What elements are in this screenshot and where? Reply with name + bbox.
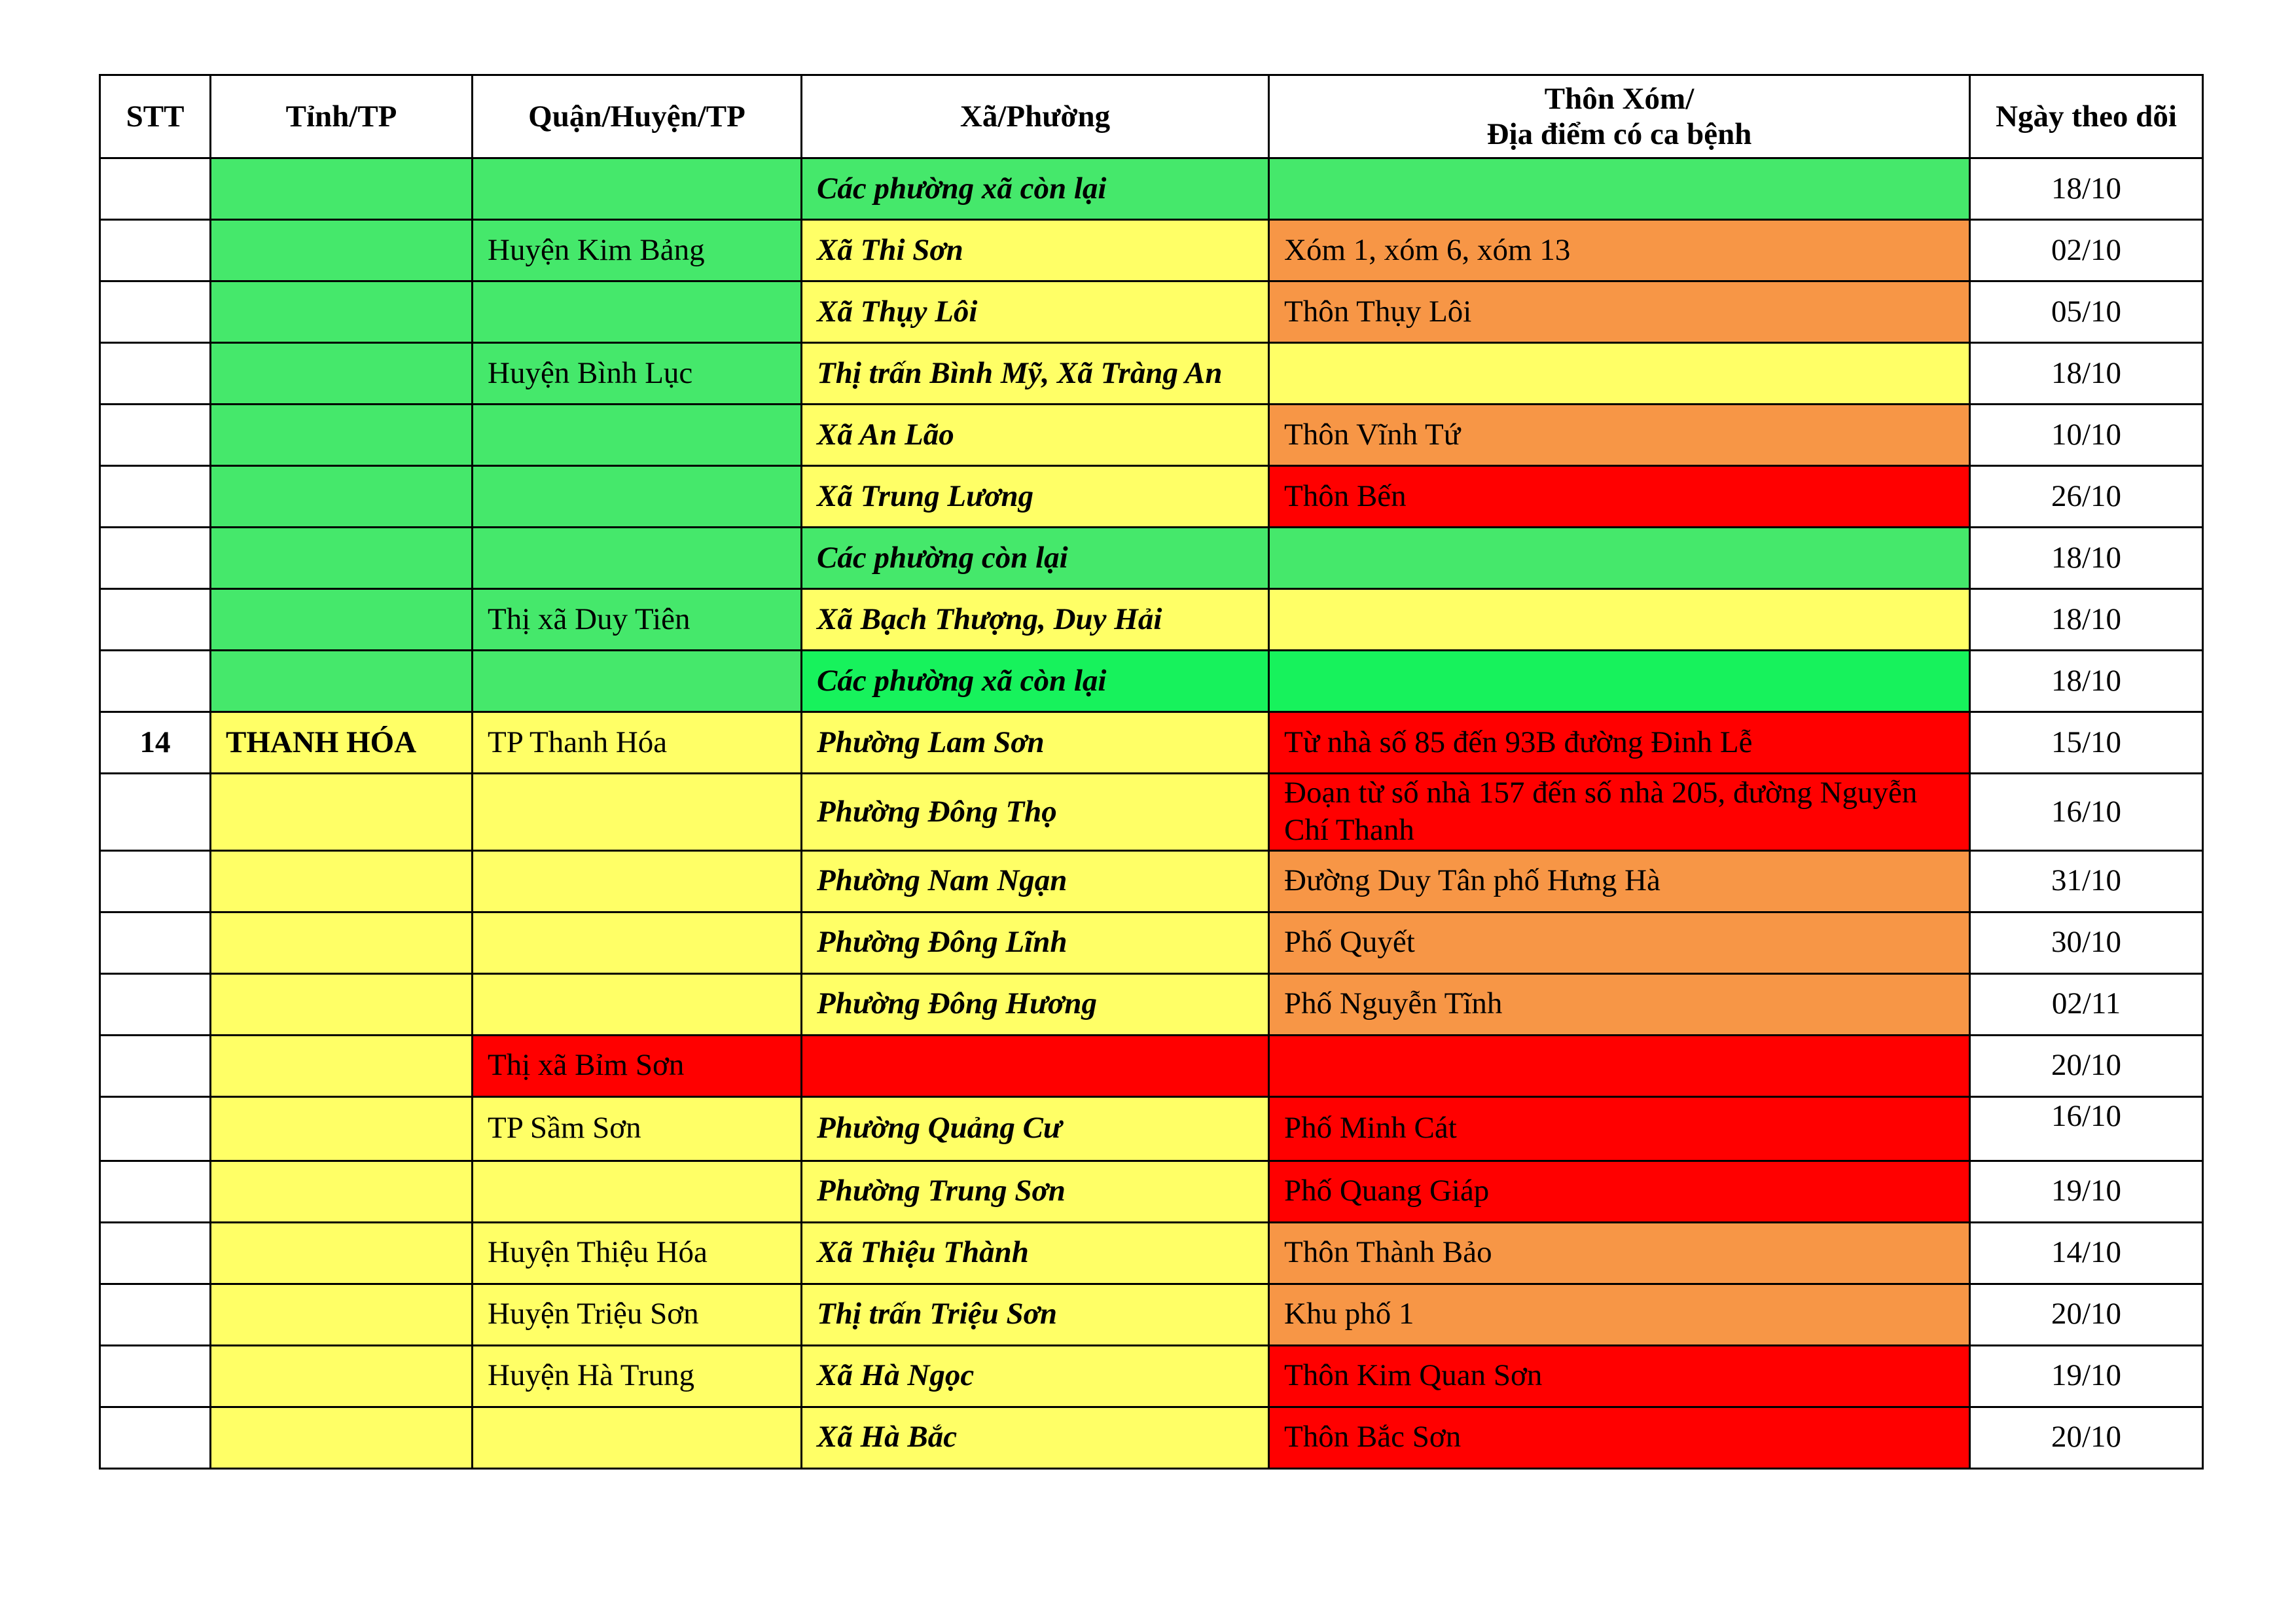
ward-cell: Xã Hà Bắc xyxy=(802,1407,1269,1468)
province-cell xyxy=(211,405,473,466)
ward-cell: Xã Thiệu Thành xyxy=(802,1222,1269,1284)
district-cell: Thị xã Duy Tiên xyxy=(473,589,802,651)
location-cell: Từ nhà số 85 đến 93B đường Đinh Lễ xyxy=(1269,712,1970,774)
stt-cell xyxy=(100,466,211,528)
table-row xyxy=(100,220,2203,281)
province-cell xyxy=(211,281,473,343)
stt-cell xyxy=(100,1161,211,1222)
stt-cell xyxy=(100,850,211,912)
stt-cell xyxy=(100,1345,211,1407)
province-cell xyxy=(211,973,473,1035)
table-row xyxy=(100,912,2203,973)
province-cell xyxy=(211,1407,473,1468)
table-row xyxy=(100,1222,2203,1284)
table-row xyxy=(100,1284,2203,1345)
stt-cell xyxy=(100,528,211,589)
header-date: Ngày theo dõi xyxy=(1970,75,2203,158)
location-cell xyxy=(1269,1035,1970,1096)
district-cell xyxy=(473,1161,802,1222)
province-cell xyxy=(211,1096,473,1161)
ward-cell: Xã Trung Lương xyxy=(802,466,1269,528)
table-row xyxy=(100,1407,2203,1468)
district-cell xyxy=(473,651,802,712)
date-cell: 18/10 xyxy=(1970,158,2203,220)
stt-cell xyxy=(100,651,211,712)
table-row xyxy=(100,1161,2203,1222)
location-cell xyxy=(1269,343,1970,405)
location-cell: Phố Minh Cát xyxy=(1269,1096,1970,1161)
ward-cell: Các phường xã còn lại xyxy=(802,651,1269,712)
header-location-line2: Địa điểm có ca bệnh xyxy=(1486,117,1752,151)
location-cell: Thôn Thành Bảo xyxy=(1269,1222,1970,1284)
location-cell xyxy=(1269,589,1970,651)
date-cell: 30/10 xyxy=(1970,912,2203,973)
header-row xyxy=(100,75,2203,158)
ward-cell: Phường Đông Thọ xyxy=(802,774,1269,851)
stt-cell xyxy=(100,1407,211,1468)
district-cell xyxy=(473,158,802,220)
header-stt: STT xyxy=(100,75,211,158)
outbreak-table xyxy=(99,74,2204,1470)
stt-cell xyxy=(100,343,211,405)
location-cell: Phố Quang Giáp xyxy=(1269,1161,1970,1222)
stt-cell xyxy=(100,774,211,851)
ward-cell: Phường Quảng Cư xyxy=(802,1096,1269,1161)
table-row xyxy=(100,651,2203,712)
location-cell: Thôn Kim Quan Sơn xyxy=(1269,1345,1970,1407)
province-cell xyxy=(211,1345,473,1407)
ward-cell xyxy=(802,1035,1269,1096)
district-cell xyxy=(473,281,802,343)
district-cell: Huyện Hà Trung xyxy=(473,1345,802,1407)
district-cell: Thị xã Bỉm Sơn xyxy=(473,1035,802,1096)
ward-cell: Phường Đông Lĩnh xyxy=(802,912,1269,973)
table-row xyxy=(100,343,2203,405)
table-row xyxy=(100,528,2203,589)
date-cell: 18/10 xyxy=(1970,528,2203,589)
stt-cell xyxy=(100,220,211,281)
ward-cell: Phường Đông Hương xyxy=(802,973,1269,1035)
date-cell: 15/10 xyxy=(1970,712,2203,774)
province-cell xyxy=(211,651,473,712)
ward-cell: Xã Thi Sơn xyxy=(802,220,1269,281)
table-row xyxy=(100,589,2203,651)
header-location xyxy=(1269,75,1970,158)
header-district: Quận/Huyện/TP xyxy=(473,75,802,158)
location-cell xyxy=(1269,158,1970,220)
district-cell: Huyện Thiệu Hóa xyxy=(473,1222,802,1284)
ward-cell: Xã An Lão xyxy=(802,405,1269,466)
district-cell: Huyện Kim Bảng xyxy=(473,220,802,281)
district-cell xyxy=(473,774,802,851)
stt-cell xyxy=(100,1222,211,1284)
date-cell: 10/10 xyxy=(1970,405,2203,466)
location-cell: Thôn Bến xyxy=(1269,466,1970,528)
date-cell: 02/10 xyxy=(1970,220,2203,281)
header-location-line1: Thôn Xóm/ xyxy=(1544,81,1695,116)
district-cell xyxy=(473,466,802,528)
header-province: Tỉnh/TP xyxy=(211,75,473,158)
stt-cell xyxy=(100,1096,211,1161)
date-cell: 18/10 xyxy=(1970,343,2203,405)
ward-cell: Xã Bạch Thượng, Duy Hải xyxy=(802,589,1269,651)
location-cell: Phố Nguyễn Tĩnh xyxy=(1269,973,1970,1035)
province-cell xyxy=(211,912,473,973)
stt-cell: 14 xyxy=(100,712,211,774)
district-cell xyxy=(473,1407,802,1468)
date-cell: 18/10 xyxy=(1970,651,2203,712)
district-cell xyxy=(473,405,802,466)
header-ward: Xã/Phường xyxy=(802,75,1269,158)
table-row xyxy=(100,712,2203,774)
stt-cell xyxy=(100,589,211,651)
location-cell xyxy=(1269,651,1970,712)
province-cell xyxy=(211,774,473,851)
stt-cell xyxy=(100,973,211,1035)
date-cell: 16/10 xyxy=(1970,1096,2203,1161)
province-cell xyxy=(211,1284,473,1345)
district-cell xyxy=(473,912,802,973)
ward-cell: Các phường xã còn lại xyxy=(802,158,1269,220)
province-cell xyxy=(211,850,473,912)
location-cell: Xóm 1, xóm 6, xóm 13 xyxy=(1269,220,1970,281)
date-cell: 14/10 xyxy=(1970,1222,2203,1284)
province-cell xyxy=(211,466,473,528)
date-cell: 20/10 xyxy=(1970,1284,2203,1345)
stt-cell xyxy=(100,1035,211,1096)
ward-cell: Xã Thụy Lôi xyxy=(802,281,1269,343)
district-cell: TP Sầm Sơn xyxy=(473,1096,802,1161)
stt-cell xyxy=(100,405,211,466)
table-row xyxy=(100,1035,2203,1096)
date-cell: 05/10 xyxy=(1970,281,2203,343)
table-row xyxy=(100,774,2203,851)
location-cell: Đoạn từ số nhà 157 đến số nhà 205, đường Nguyễn Chí Thanh xyxy=(1269,774,1970,851)
date-cell: 16/10 xyxy=(1970,774,2203,851)
district-cell: Huyện Bình Lục xyxy=(473,343,802,405)
province-cell xyxy=(211,1222,473,1284)
ward-cell: Thị trấn Triệu Sơn xyxy=(802,1284,1269,1345)
stt-cell xyxy=(100,281,211,343)
location-cell: Phố Quyết xyxy=(1269,912,1970,973)
ward-cell: Các phường còn lại xyxy=(802,528,1269,589)
table-row xyxy=(100,158,2203,220)
stt-cell xyxy=(100,158,211,220)
district-cell: Huyện Triệu Sơn xyxy=(473,1284,802,1345)
date-cell: 31/10 xyxy=(1970,850,2203,912)
district-cell xyxy=(473,973,802,1035)
table-row xyxy=(100,973,2203,1035)
date-cell: 26/10 xyxy=(1970,466,2203,528)
ward-cell: Phường Trung Sơn xyxy=(802,1161,1269,1222)
location-cell: Khu phố 1 xyxy=(1269,1284,1970,1345)
location-cell: Thôn Bắc Sơn xyxy=(1269,1407,1970,1468)
stt-cell xyxy=(100,1284,211,1345)
location-cell: Đường Duy Tân phố Hưng Hà xyxy=(1269,850,1970,912)
district-cell xyxy=(473,528,802,589)
province-cell xyxy=(211,589,473,651)
date-cell: 20/10 xyxy=(1970,1035,2203,1096)
date-cell: 19/10 xyxy=(1970,1161,2203,1222)
table-row xyxy=(100,850,2203,912)
location-cell: Thôn Vĩnh Tứ xyxy=(1269,405,1970,466)
date-cell: 19/10 xyxy=(1970,1345,2203,1407)
table-row xyxy=(100,405,2203,466)
province-cell xyxy=(211,343,473,405)
ward-cell: Phường Lam Sơn xyxy=(802,712,1269,774)
ward-cell: Phường Nam Ngạn xyxy=(802,850,1269,912)
district-cell xyxy=(473,850,802,912)
location-cell: Thôn Thụy Lôi xyxy=(1269,281,1970,343)
province-cell xyxy=(211,158,473,220)
province-cell: THANH HÓA xyxy=(211,712,473,774)
ward-cell: Thị trấn Bình Mỹ, Xã Tràng An xyxy=(802,343,1269,405)
date-cell: 18/10 xyxy=(1970,589,2203,651)
table-row xyxy=(100,466,2203,528)
location-cell xyxy=(1269,528,1970,589)
date-cell: 02/11 xyxy=(1970,973,2203,1035)
district-cell: TP Thanh Hóa xyxy=(473,712,802,774)
province-cell xyxy=(211,1161,473,1222)
province-cell xyxy=(211,1035,473,1096)
table-row xyxy=(100,281,2203,343)
table-row xyxy=(100,1345,2203,1407)
province-cell xyxy=(211,528,473,589)
table-row xyxy=(100,1096,2203,1161)
date-cell: 20/10 xyxy=(1970,1407,2203,1468)
ward-cell: Xã Hà Ngọc xyxy=(802,1345,1269,1407)
stt-cell xyxy=(100,912,211,973)
province-cell xyxy=(211,220,473,281)
